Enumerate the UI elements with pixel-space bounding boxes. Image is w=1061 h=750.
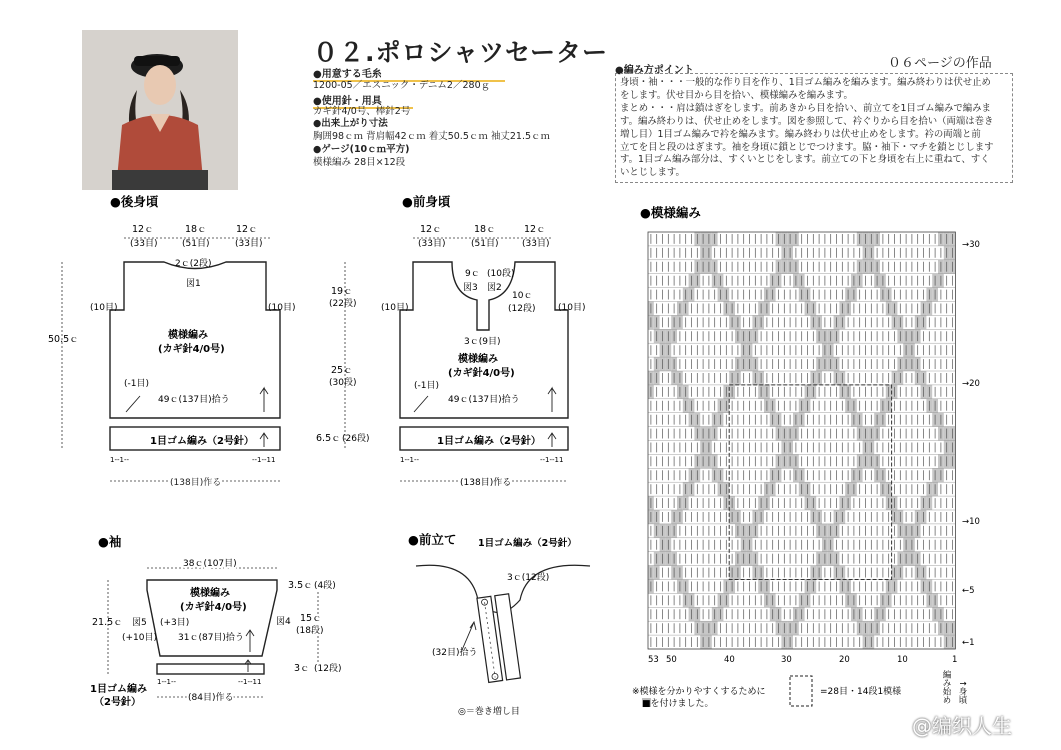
chart-row-1: ←1: [962, 638, 975, 648]
back-width-right: 12ｃ: [236, 224, 258, 235]
pattern-title: ０２.ポロシャツセーター: [313, 38, 608, 67]
placket-pickup-arrow: [462, 622, 476, 650]
back-rib-marks-right: --1--11: [252, 456, 276, 464]
front-stitch-center: (51目): [471, 239, 499, 249]
front-pickup: 49ｃ(137目)拾う: [448, 395, 520, 405]
sleeve-pattern-label: 模様編み: [190, 588, 230, 599]
back-fig-label: 図1: [186, 279, 201, 289]
front-h1s: (22段): [329, 299, 357, 309]
placket-rib: 1目ゴム編み（2号針）: [478, 538, 577, 549]
front-placket: 3ｃ(9目): [464, 337, 501, 347]
points-line: 立てを目と段のはぎます。袖を身頃に鎖とじでつけます。脇・袖下・マチを鎖とじします: [620, 141, 994, 153]
front-h3s: (26段): [342, 434, 370, 444]
front-h2s: (30段): [329, 378, 357, 388]
sleeve-h1s: (4段): [314, 581, 336, 591]
placket-width: 3ｃ(12段): [507, 573, 550, 583]
back-stitch-right: (33目): [235, 239, 263, 249]
chart-col-40: 40: [724, 655, 735, 665]
front-neck-s: (10段): [487, 269, 515, 279]
back-length-label: 50.5ｃ: [48, 334, 79, 345]
front-cast-on: (138目)作る: [460, 478, 512, 488]
chart-row-30: →30: [962, 240, 980, 250]
chart-col-53: 53: [648, 655, 659, 665]
chart-note2: ■を付けました。: [642, 699, 714, 709]
sleeve-cast-on: (84目)作る: [188, 693, 234, 703]
back-heading: ●後身頃: [110, 194, 159, 209]
sleeve-heading: ●袖: [98, 534, 122, 549]
placket-pickup: (32目)拾う: [432, 648, 478, 658]
gauge-value: 模様編み 28目×12段: [313, 157, 406, 168]
tools-value: カギ針4/0号、棒針2号: [313, 106, 411, 117]
front-rib-marks-right: --1--11: [540, 456, 564, 464]
back-rib-arrow: [260, 433, 268, 447]
points-line: まとめ・・・肩は鎖はぎをします。前あきから目を拾い、前立てを1目ゴム編みで編みま: [620, 102, 991, 114]
front-h3: 6.5ｃ: [316, 433, 341, 444]
sleeve-top: 38ｃ(107目): [183, 559, 237, 569]
repeat-swatch: [790, 676, 812, 706]
front-width-left: 12ｃ: [420, 224, 442, 235]
placket-heading: ●前立て: [408, 532, 457, 547]
points-line: いとじします。: [620, 167, 685, 179]
sleeve-fig4: 図4: [276, 617, 291, 627]
front-h1: 19ｃ: [331, 286, 353, 297]
points-line: 増し目）1目ゴム編みで衿を編みます。編み終わりは伏せ止めをします。衿の両端と前: [620, 128, 981, 140]
front-neck-w: 9ｃ: [465, 269, 480, 279]
front-h2: 25ｃ: [331, 365, 353, 376]
front-heading: ●前身頃: [402, 194, 451, 209]
front-stitch-right: (33目): [522, 239, 550, 249]
points-line: 身頃・袖・・・一般的な作り目を作り、1目ゴム編みを編みます。編み終わりは伏せ止め: [620, 77, 991, 88]
chart-vlabel2: 編み始め: [941, 670, 951, 704]
yarn-heading: ●用意する毛糸: [313, 65, 505, 82]
back-pattern-label: 模様編み: [168, 330, 208, 341]
tools-heading: ●使用針・用具: [313, 92, 413, 109]
chart-vlabel1: ↑身頃: [957, 680, 967, 705]
gauge-heading: ●ゲージ(10ｃｍ平方): [313, 144, 410, 155]
chart-col-1: 1: [952, 655, 958, 665]
sleeve-pickup: 31ｃ(87目)拾う: [178, 633, 244, 643]
sleeve-inc: (+3目): [160, 618, 190, 628]
sleeve-inc-total: (+10目): [122, 633, 158, 643]
back-decrease: (-1目): [124, 379, 149, 389]
back-pickup: 49ｃ(137目)拾う: [158, 395, 230, 405]
sleeve-h2s: (18段): [296, 626, 324, 636]
front-open-s: (12段): [508, 304, 536, 314]
chart-col-30: 30: [781, 655, 792, 665]
sleeve-h3: 3ｃ: [294, 663, 310, 674]
sleeve-fig5: 図5: [132, 618, 147, 628]
front-rib-marks: 1--1--: [400, 456, 420, 464]
sleeve-h3s: (12段): [314, 664, 342, 674]
size-value: 胸囲98ｃｍ 背肩幅42ｃｍ 着丈50.5ｃｍ 袖丈21.5ｃｍ: [313, 131, 551, 142]
sleeve-rib-label2: （2号針）: [94, 697, 141, 708]
front-side-right: (10目): [558, 303, 586, 313]
back-side-left: (10目): [90, 303, 118, 313]
page-reference: ０６ページの作品: [888, 56, 992, 71]
chart-col-50: 50: [666, 655, 677, 665]
sleeve-rib-label1: 1目ゴム編み: [90, 684, 147, 695]
chart-repeat: =28目・14段1模様: [820, 687, 902, 697]
front-decrease: (-1目): [414, 381, 439, 391]
back-cast-on: (138目)作る: [170, 478, 222, 488]
size-heading: ●出来上がり寸法: [313, 118, 388, 129]
back-side-right: (10目): [268, 303, 296, 313]
sleeve-length: 21.5ｃ: [92, 617, 123, 628]
points-line: す。1目ゴム編み部分は、すくいとじをします。前立ての下と身頃を右上に重ねて、すく: [620, 154, 990, 166]
back-rib-marks: 1--1--: [110, 456, 130, 464]
chart-note1: ※模様を分かりやすくするために: [632, 687, 766, 697]
back-width-left: 12ｃ: [132, 224, 154, 235]
back-stitch-left: (33目): [130, 239, 158, 249]
sleeve-h1: 3.5ｃ: [288, 580, 313, 591]
chart-row-10: →10: [962, 517, 980, 527]
front-width-right: 12ｃ: [524, 224, 546, 235]
points-heading: ●編み方ポイント: [615, 65, 694, 76]
points-line: をします。伏せ目から目を拾い、模様編みを編みます。: [620, 89, 853, 101]
chart-heading: ●模様編み: [640, 205, 701, 220]
yarn-value: 1200-05／エスニック・デニム2／280ｇ: [313, 80, 491, 91]
chart-row-20: →20: [962, 379, 980, 389]
back-rib-label: 1目ゴム編み（2号針）: [150, 436, 254, 447]
front-stitch-left: (33目): [418, 239, 446, 249]
back-width-center: 18ｃ: [185, 224, 207, 235]
chart-col-20: 20: [839, 655, 850, 665]
sleeve-needle-label: (カギ針4/0号): [180, 602, 247, 613]
points-line: す。編み終わりは、伏せ止めをします。図を参照して、衿ぐりから目を拾い（両端は巻き: [620, 115, 994, 127]
front-open-h: 10ｃ: [512, 291, 533, 301]
placket-bands: [477, 594, 521, 683]
back-stitch-center: (51目): [182, 239, 210, 249]
sleeve-rib-arrow: [245, 660, 251, 672]
front-side-left: (10目): [381, 303, 409, 313]
back-neck-label: 2ｃ(2段): [175, 259, 212, 269]
stitch-chart: [648, 232, 955, 649]
sleeve-rib-marks-right: --1--11: [238, 678, 262, 686]
sleeve-rib-marks: 1--1--: [157, 678, 177, 686]
front-pattern-label: 模様編み: [458, 354, 498, 365]
watermark: @编织人生: [912, 714, 1012, 738]
front-needle-label: (カギ針4/0号): [448, 368, 515, 379]
front-fig3: 図3: [463, 283, 478, 293]
sleeve-h2: 15ｃ: [300, 613, 322, 624]
placket-legend: ◎＝巻き増し目: [458, 707, 520, 717]
back-needle-label: (カギ針4/0号): [158, 344, 225, 355]
front-rib-label: 1目ゴム編み（2号針）: [437, 436, 541, 447]
chart-col-10: 10: [897, 655, 908, 665]
front-fig2: 図2: [487, 283, 502, 293]
front-width-center: 18ｃ: [474, 224, 496, 235]
chart-row-5: ←5: [962, 586, 975, 596]
front-rib-arrow: [548, 433, 556, 447]
sleeve-pickup-arrow: [246, 630, 254, 652]
